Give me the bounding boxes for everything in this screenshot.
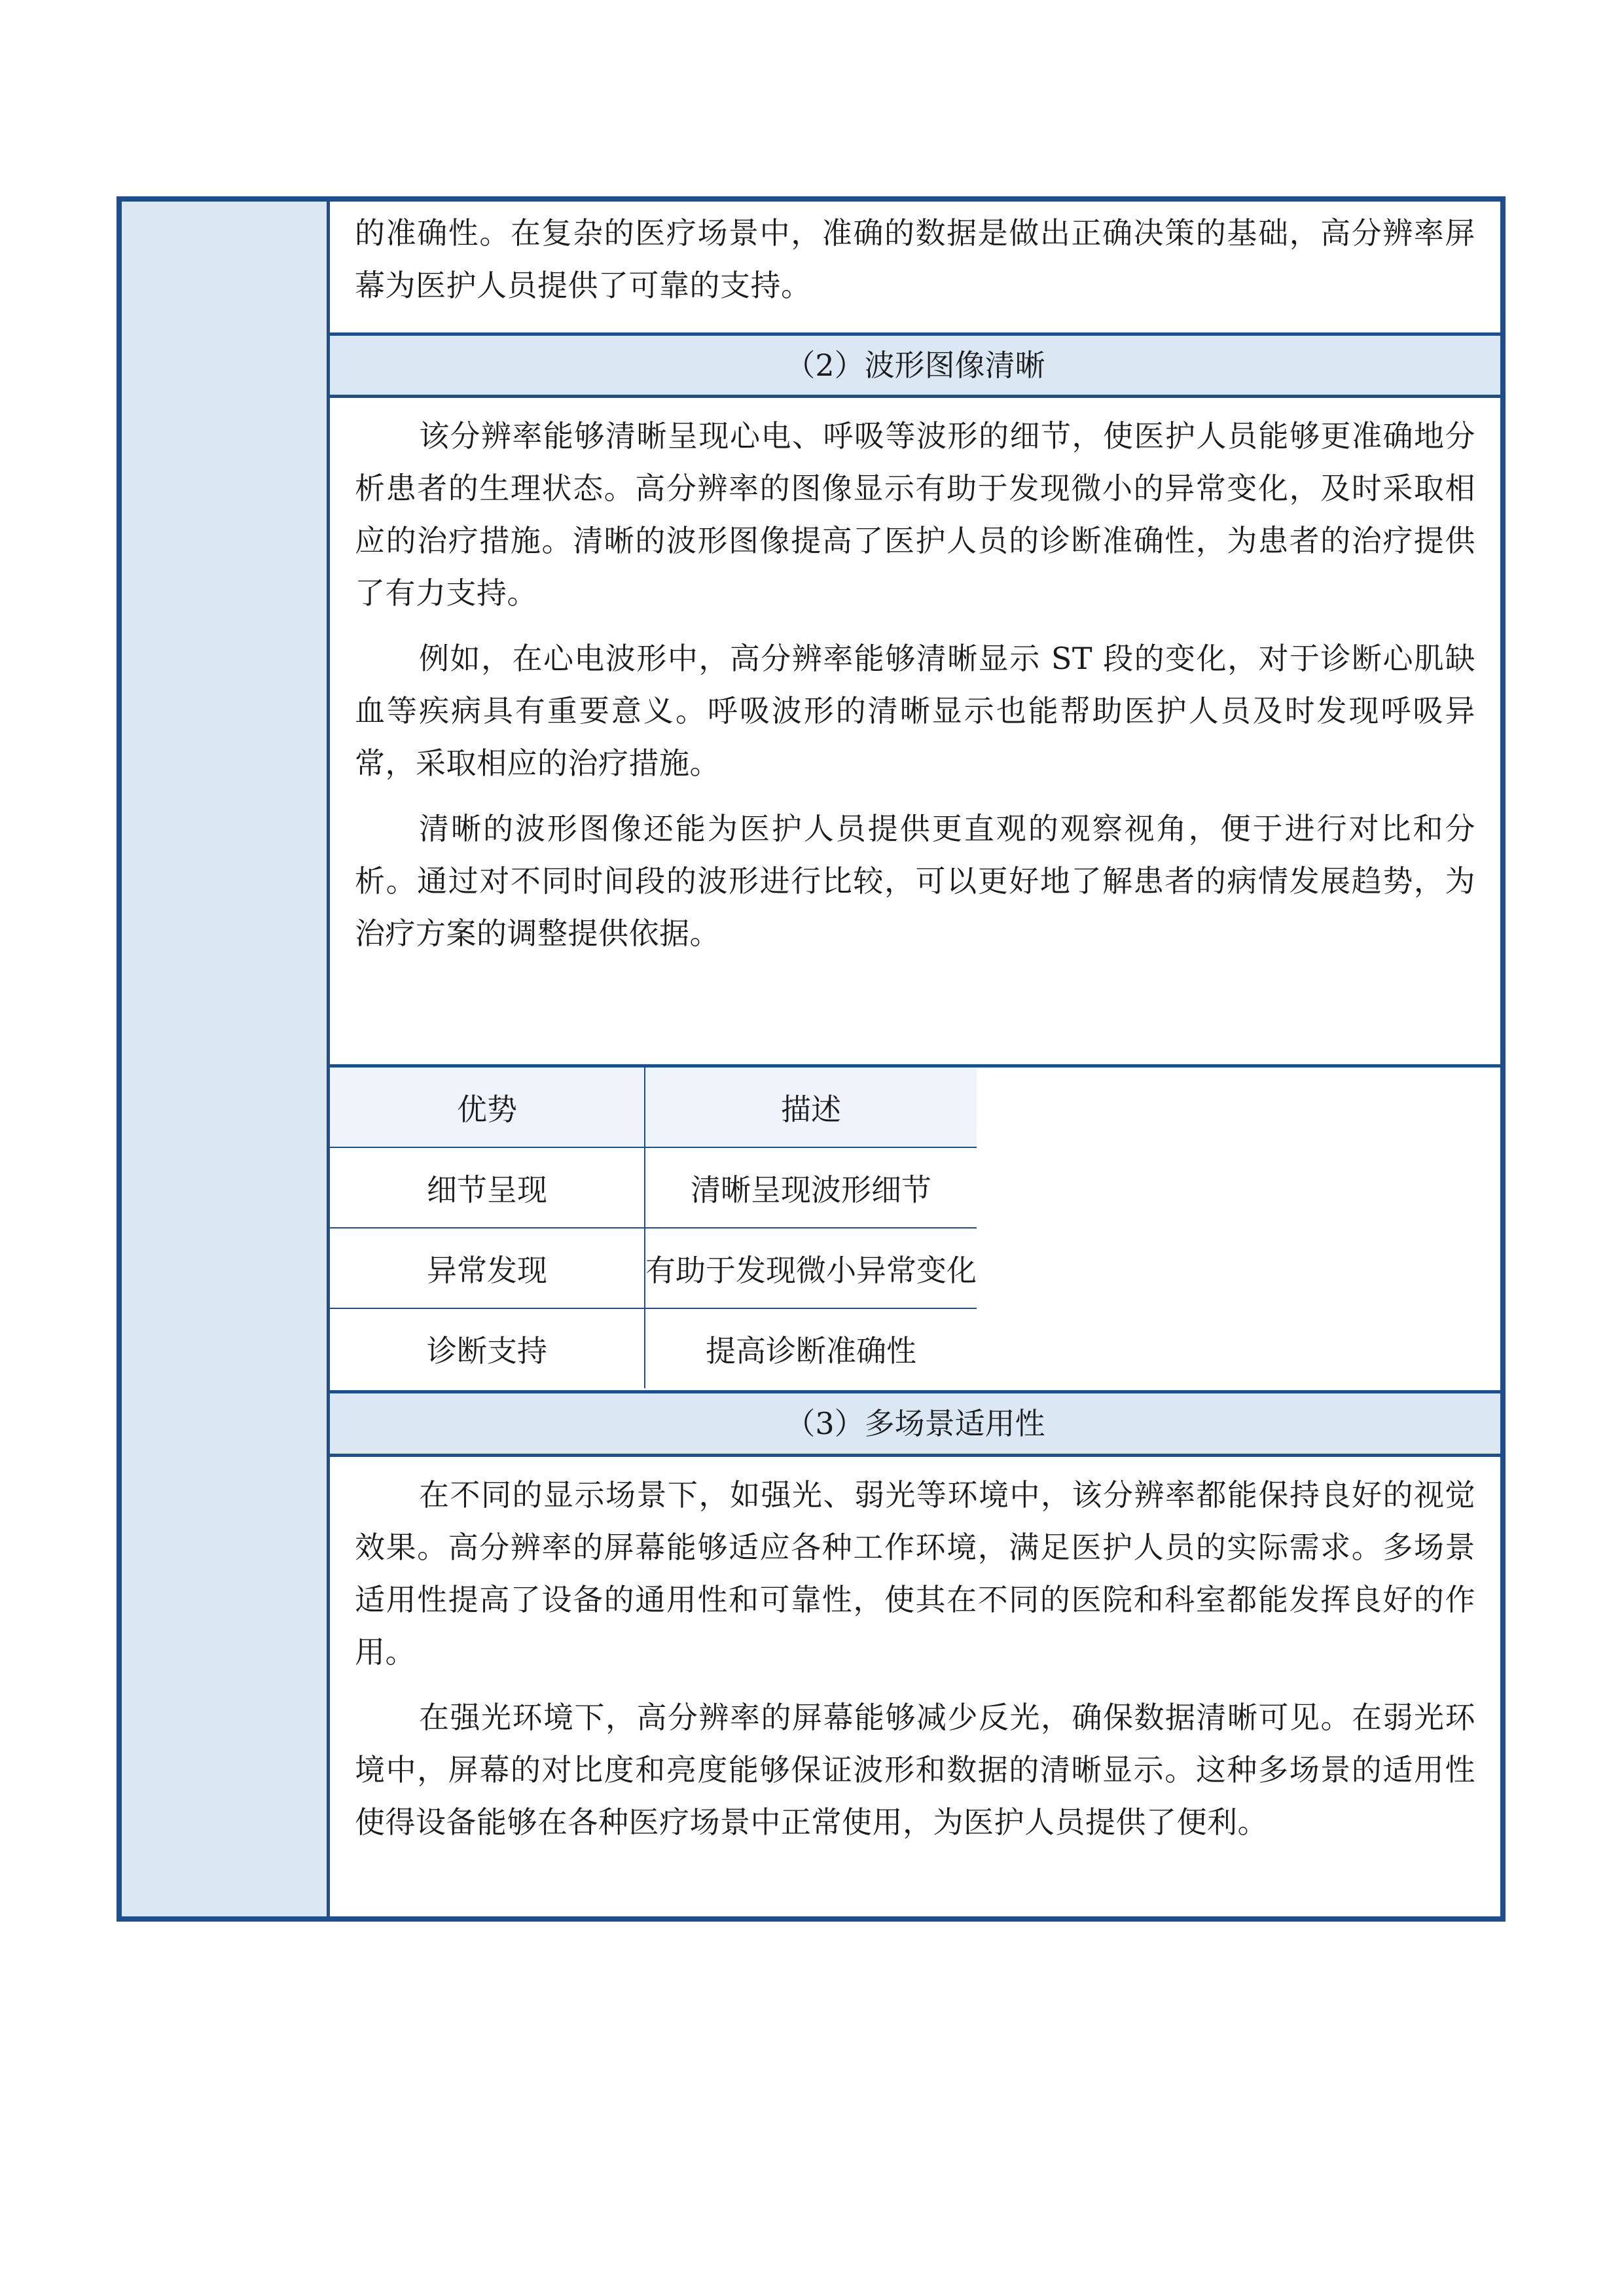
document-frame (117, 196, 1506, 1922)
table-cell: 细节呈现 (330, 1147, 645, 1228)
content-column (330, 202, 1500, 1916)
side-column (122, 202, 330, 1916)
top-text-block (330, 207, 1500, 312)
divider (330, 395, 1500, 398)
table-header-cell: 优势 (330, 1067, 645, 1147)
table-row (330, 1147, 977, 1228)
paragraph: 例如，在心电波形中，高分辨率能够清晰显示 ST 段的变化，对于诊断心肌缺血等疾病具有重要意义。呼吸波形的清晰显示也能帮助医护人员及时发现呼吸异常，采取相应的治疗措施。 (355, 641, 1475, 781)
advantages-table (330, 1067, 977, 1388)
table-cell: 提高诊断准确性 (706, 1333, 916, 1369)
divider (330, 1454, 1500, 1457)
table-row (330, 1228, 977, 1308)
paragraph: 的准确性。在复杂的医疗场景中，准确的数据是做出正确决策的基础，高分辨率屏幕为医护人员提供了可靠的支持。 (355, 215, 1475, 303)
table-cell: 有助于发现微小异常变化 (645, 1228, 977, 1308)
section2-text-block (330, 410, 1500, 960)
paragraph: 在强光环境下，高分辨率的屏幕能够减少反光，确保数据清晰可见。在弱光环境中，屏幕的对比度和亮度能够保证波形和数据的清晰显示。这种多场景的适用性使得设备能够在各种医疗场景中正常使用，为医护人员提供了便利。 (355, 1700, 1475, 1840)
table-cell: 清晰呈现波形细节 (645, 1147, 977, 1228)
table-cell: 异常发现 (330, 1228, 645, 1308)
section-heading: （3）多场景适用性 (330, 1393, 1500, 1454)
section3-text-block (330, 1469, 1500, 1848)
table-row (330, 1308, 977, 1388)
paragraph: 清晰的波形图像还能为医护人员提供更直观的观察视角，便于进行对比和分析。通过对不同时间段的波形进行比较，可以更好地了解患者的病情发展趋势，为治疗方案的调整提供依据。 (355, 811, 1475, 951)
section-heading: （2）波形图像清晰 (330, 336, 1500, 395)
table-cell: 诊断支持 (330, 1308, 645, 1388)
paragraph: 该分辨率能够清晰呈现心电、呼吸等波形的细节，使医护人员能够更准确地分析患者的生理状态。高分辨率的图像显示有助于发现微小的异常变化，及时采取相应的治疗措施。清晰的波形图像提高了医护人员的诊断准确性，为患者的治疗提供了有力支持。 (355, 418, 1475, 611)
paragraph: 在不同的显示场景下，如强光、弱光等环境中，该分辨率都能保持良好的视觉效果。高分辨率的屏幕能够适应各种工作环境，满足医护人员的实际需求。多场景适用性提高了设备的通用性和可靠性，使其在不同的医院和科室都能发挥良好的作用。 (355, 1477, 1475, 1670)
table-header-row (330, 1067, 977, 1147)
table-header-cell: 描述 (645, 1067, 977, 1147)
